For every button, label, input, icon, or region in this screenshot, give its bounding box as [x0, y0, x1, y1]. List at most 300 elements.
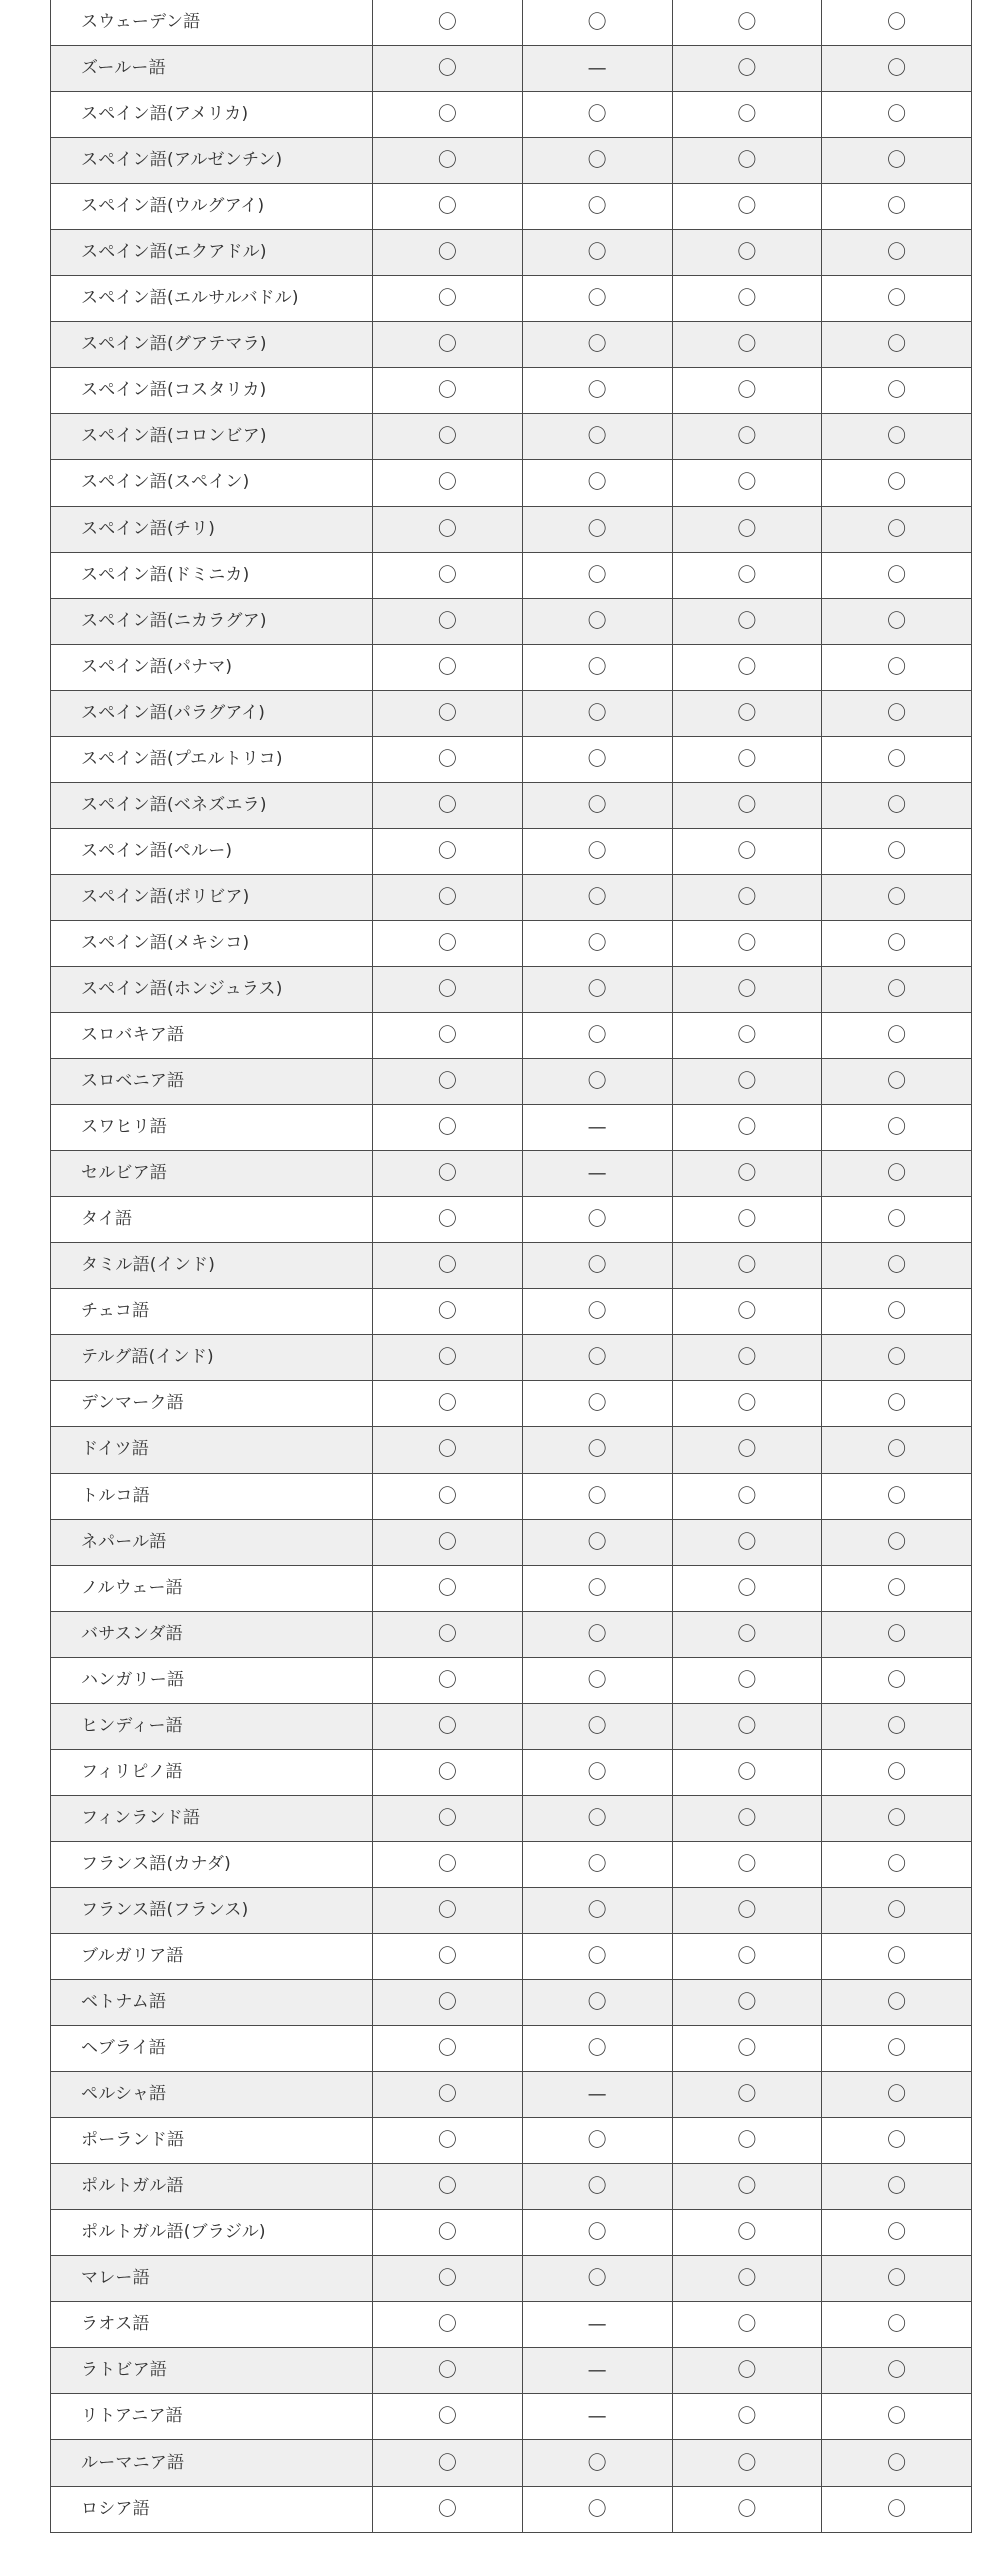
language-name-cell: ハンガリー語: [51, 1657, 373, 1703]
support-mark-cell: 〇: [373, 598, 523, 644]
language-table-body: [51, 0, 972, 2532]
support-mark-cell: 〇: [373, 506, 523, 552]
language-name-cell: スロベニア語: [51, 1059, 373, 1105]
support-mark-cell: 〇: [822, 1887, 972, 1933]
language-name-cell: ベトナム語: [51, 1980, 373, 2026]
support-mark-cell: 〇: [373, 2440, 523, 2486]
support-mark-cell: 〇: [522, 2164, 672, 2210]
support-mark-cell: —: [522, 2394, 672, 2440]
support-mark-cell: 〇: [822, 1611, 972, 1657]
support-mark-cell: 〇: [822, 1795, 972, 1841]
support-mark-cell: 〇: [822, 1059, 972, 1105]
support-mark-cell: 〇: [822, 2256, 972, 2302]
support-mark-cell: 〇: [822, 1243, 972, 1289]
table-row: [51, 1335, 972, 1381]
support-mark-cell: 〇: [672, 2164, 822, 2210]
support-mark-cell: 〇: [373, 1289, 523, 1335]
support-mark-cell: 〇: [373, 92, 523, 138]
table-row: [51, 2302, 972, 2348]
support-mark-cell: 〇: [672, 782, 822, 828]
support-mark-cell: 〇: [672, 2072, 822, 2118]
support-mark-cell: 〇: [522, 1059, 672, 1105]
support-mark-cell: 〇: [373, 2394, 523, 2440]
table-row: [51, 0, 972, 46]
language-name-cell: ドイツ語: [51, 1427, 373, 1473]
support-mark-cell: 〇: [373, 1243, 523, 1289]
table-row: [51, 2348, 972, 2394]
support-mark-cell: 〇: [522, 552, 672, 598]
support-mark-cell: 〇: [373, 414, 523, 460]
language-name-cell: スワヒリ語: [51, 1105, 373, 1151]
support-mark-cell: 〇: [522, 1289, 672, 1335]
language-name-cell: スペイン語(ペルー): [51, 828, 373, 874]
support-mark-cell: 〇: [522, 230, 672, 276]
support-mark-cell: 〇: [373, 920, 523, 966]
table-row: [51, 1013, 972, 1059]
support-mark-cell: 〇: [373, 2164, 523, 2210]
language-name-cell: スペイン語(ボリビア): [51, 874, 373, 920]
support-mark-cell: 〇: [672, 1197, 822, 1243]
support-mark-cell: 〇: [373, 782, 523, 828]
language-name-cell: セルビア語: [51, 1151, 373, 1197]
support-mark-cell: 〇: [373, 874, 523, 920]
support-mark-cell: 〇: [822, 966, 972, 1012]
support-mark-cell: 〇: [373, 1151, 523, 1197]
support-mark-cell: —: [522, 2072, 672, 2118]
support-mark-cell: 〇: [672, 1519, 822, 1565]
support-mark-cell: 〇: [672, 92, 822, 138]
support-mark-cell: 〇: [672, 460, 822, 506]
support-mark-cell: 〇: [822, 2348, 972, 2394]
support-mark-cell: 〇: [822, 1841, 972, 1887]
support-mark-cell: 〇: [373, 2256, 523, 2302]
support-mark-cell: 〇: [522, 1749, 672, 1795]
support-mark-cell: 〇: [522, 2256, 672, 2302]
language-name-cell: スペイン語(アメリカ): [51, 92, 373, 138]
support-mark-cell: 〇: [522, 460, 672, 506]
support-mark-cell: 〇: [822, 2164, 972, 2210]
support-mark-cell: 〇: [672, 920, 822, 966]
support-mark-cell: 〇: [672, 966, 822, 1012]
table-row: [51, 92, 972, 138]
support-mark-cell: 〇: [672, 1980, 822, 2026]
table-row: [51, 230, 972, 276]
support-mark-cell: 〇: [373, 828, 523, 874]
language-name-cell: ブルガリア語: [51, 1933, 373, 1979]
table-row: [51, 1289, 972, 1335]
table-row: [51, 966, 972, 1012]
language-name-cell: ノルウェー語: [51, 1565, 373, 1611]
support-mark-cell: 〇: [822, 552, 972, 598]
language-name-cell: ヒンディー語: [51, 1703, 373, 1749]
table-row: [51, 1243, 972, 1289]
support-mark-cell: 〇: [373, 1013, 523, 1059]
support-mark-cell: 〇: [522, 1013, 672, 1059]
language-name-cell: マレー語: [51, 2256, 373, 2302]
support-mark-cell: 〇: [373, 1197, 523, 1243]
support-mark-cell: 〇: [522, 644, 672, 690]
table-row: [51, 874, 972, 920]
language-name-cell: スペイン語(チリ): [51, 506, 373, 552]
support-mark-cell: 〇: [672, 138, 822, 184]
support-mark-cell: 〇: [822, 2302, 972, 2348]
support-mark-cell: —: [522, 46, 672, 92]
support-mark-cell: 〇: [373, 2486, 523, 2532]
support-mark-cell: 〇: [373, 552, 523, 598]
table-row: [51, 1795, 972, 1841]
support-mark-cell: —: [522, 2348, 672, 2394]
support-mark-cell: 〇: [373, 368, 523, 414]
language-name-cell: スウェーデン語: [51, 0, 373, 46]
support-mark-cell: 〇: [822, 2440, 972, 2486]
support-mark-cell: 〇: [373, 1887, 523, 1933]
support-mark-cell: 〇: [672, 1841, 822, 1887]
support-mark-cell: 〇: [373, 1059, 523, 1105]
support-mark-cell: 〇: [822, 1381, 972, 1427]
table-row: [51, 1611, 972, 1657]
support-mark-cell: 〇: [672, 690, 822, 736]
table-row: [51, 1749, 972, 1795]
language-name-cell: スペイン語(パラグアイ): [51, 690, 373, 736]
language-name-cell: スペイン語(エクアドル): [51, 230, 373, 276]
language-name-cell: スペイン語(ベネズエラ): [51, 782, 373, 828]
table-row: [51, 1657, 972, 1703]
support-mark-cell: 〇: [522, 782, 672, 828]
support-mark-cell: 〇: [822, 2072, 972, 2118]
language-name-cell: スペイン語(ホンジュラス): [51, 966, 373, 1012]
support-mark-cell: 〇: [373, 460, 523, 506]
table-row: [51, 1197, 972, 1243]
support-mark-cell: 〇: [822, 506, 972, 552]
support-mark-cell: 〇: [373, 1980, 523, 2026]
support-mark-cell: 〇: [373, 2302, 523, 2348]
table-row: [51, 1519, 972, 1565]
table-row: [51, 2210, 972, 2256]
support-mark-cell: 〇: [822, 690, 972, 736]
support-mark-cell: 〇: [672, 506, 822, 552]
table-row: [51, 2026, 972, 2072]
support-mark-cell: —: [522, 1105, 672, 1151]
support-mark-cell: 〇: [672, 1289, 822, 1335]
language-name-cell: ポーランド語: [51, 2118, 373, 2164]
support-mark-cell: 〇: [522, 2026, 672, 2072]
language-name-cell: スペイン語(アルゼンチン): [51, 138, 373, 184]
support-mark-cell: 〇: [822, 736, 972, 782]
support-mark-cell: 〇: [822, 1151, 972, 1197]
support-mark-cell: 〇: [672, 1611, 822, 1657]
table-row: [51, 2164, 972, 2210]
table-row: [51, 1381, 972, 1427]
support-mark-cell: 〇: [522, 1197, 672, 1243]
support-mark-cell: 〇: [672, 1105, 822, 1151]
language-name-cell: フィリピノ語: [51, 1749, 373, 1795]
support-mark-cell: 〇: [522, 2118, 672, 2164]
support-mark-cell: 〇: [522, 874, 672, 920]
language-name-cell: ラオス語: [51, 2302, 373, 2348]
support-mark-cell: 〇: [373, 2210, 523, 2256]
support-mark-cell: 〇: [522, 690, 672, 736]
language-name-cell: スペイン語(メキシコ): [51, 920, 373, 966]
language-name-cell: ペルシャ語: [51, 2072, 373, 2118]
support-mark-cell: 〇: [672, 276, 822, 322]
support-mark-cell: 〇: [373, 1519, 523, 1565]
support-mark-cell: 〇: [672, 874, 822, 920]
language-name-cell: タミル語(インド): [51, 1243, 373, 1289]
support-mark-cell: 〇: [672, 2486, 822, 2532]
support-mark-cell: 〇: [822, 1197, 972, 1243]
language-name-cell: テルグ語(インド): [51, 1335, 373, 1381]
support-mark-cell: 〇: [672, 2118, 822, 2164]
table-row: [51, 828, 972, 874]
support-mark-cell: 〇: [522, 138, 672, 184]
support-mark-cell: 〇: [822, 230, 972, 276]
table-row: [51, 138, 972, 184]
table-row: [51, 460, 972, 506]
support-mark-cell: 〇: [522, 368, 672, 414]
language-name-cell: バサスンダ語: [51, 1611, 373, 1657]
support-mark-cell: 〇: [373, 322, 523, 368]
language-name-cell: スペイン語(ウルグアイ): [51, 184, 373, 230]
support-mark-cell: 〇: [672, 644, 822, 690]
support-mark-cell: 〇: [822, 1473, 972, 1519]
support-mark-cell: 〇: [373, 2026, 523, 2072]
table-row: [51, 506, 972, 552]
table-row: [51, 2440, 972, 2486]
support-mark-cell: 〇: [822, 1519, 972, 1565]
support-mark-cell: 〇: [822, 184, 972, 230]
support-mark-cell: 〇: [522, 1703, 672, 1749]
support-mark-cell: 〇: [522, 276, 672, 322]
table-row: [51, 1151, 972, 1197]
support-mark-cell: 〇: [522, 414, 672, 460]
support-mark-cell: 〇: [522, 1473, 672, 1519]
support-mark-cell: 〇: [672, 2256, 822, 2302]
support-mark-cell: 〇: [672, 552, 822, 598]
support-mark-cell: 〇: [373, 2118, 523, 2164]
support-mark-cell: 〇: [373, 1565, 523, 1611]
support-mark-cell: 〇: [822, 2026, 972, 2072]
support-mark-cell: 〇: [672, 1887, 822, 1933]
table-row: [51, 1427, 972, 1473]
support-mark-cell: 〇: [522, 0, 672, 46]
support-mark-cell: 〇: [822, 92, 972, 138]
support-mark-cell: 〇: [373, 966, 523, 1012]
table-row: [51, 184, 972, 230]
language-name-cell: フランス語(カナダ): [51, 1841, 373, 1887]
language-name-cell: リトアニア語: [51, 2394, 373, 2440]
support-mark-cell: 〇: [672, 1151, 822, 1197]
support-mark-cell: 〇: [822, 1335, 972, 1381]
language-name-cell: スペイン語(ドミニカ): [51, 552, 373, 598]
table-row: [51, 322, 972, 368]
support-mark-cell: 〇: [522, 1565, 672, 1611]
language-name-cell: チェコ語: [51, 1289, 373, 1335]
table-row: [51, 1841, 972, 1887]
support-mark-cell: 〇: [373, 690, 523, 736]
support-mark-cell: 〇: [373, 1473, 523, 1519]
support-mark-cell: 〇: [672, 2348, 822, 2394]
support-mark-cell: 〇: [672, 1657, 822, 1703]
support-mark-cell: 〇: [522, 598, 672, 644]
support-mark-cell: 〇: [822, 46, 972, 92]
support-mark-cell: 〇: [822, 1427, 972, 1473]
support-mark-cell: 〇: [822, 2210, 972, 2256]
language-name-cell: ポルトガル語(ブラジル): [51, 2210, 373, 2256]
support-mark-cell: 〇: [822, 644, 972, 690]
support-mark-cell: 〇: [672, 1427, 822, 1473]
support-mark-cell: 〇: [373, 1795, 523, 1841]
table-row: [51, 1059, 972, 1105]
table-row: [51, 276, 972, 322]
support-mark-cell: 〇: [373, 736, 523, 782]
language-name-cell: ラトビア語: [51, 2348, 373, 2394]
table-row: [51, 1105, 972, 1151]
support-mark-cell: 〇: [822, 920, 972, 966]
language-name-cell: ネパール語: [51, 1519, 373, 1565]
support-mark-cell: 〇: [822, 322, 972, 368]
table-row: [51, 2256, 972, 2302]
support-mark-cell: 〇: [522, 1841, 672, 1887]
support-mark-cell: 〇: [672, 322, 822, 368]
support-mark-cell: 〇: [373, 1427, 523, 1473]
support-mark-cell: 〇: [672, 1013, 822, 1059]
support-mark-cell: 〇: [672, 598, 822, 644]
support-mark-cell: 〇: [672, 414, 822, 460]
support-mark-cell: 〇: [522, 92, 672, 138]
support-mark-cell: 〇: [672, 2302, 822, 2348]
support-mark-cell: 〇: [672, 368, 822, 414]
language-name-cell: ヘブライ語: [51, 2026, 373, 2072]
support-mark-cell: 〇: [522, 2486, 672, 2532]
support-mark-cell: 〇: [672, 1933, 822, 1979]
table-row: [51, 690, 972, 736]
support-mark-cell: 〇: [672, 1795, 822, 1841]
support-mark-cell: 〇: [672, 1335, 822, 1381]
table-row: [51, 2072, 972, 2118]
support-mark-cell: 〇: [522, 184, 672, 230]
language-name-cell: ポルトガル語: [51, 2164, 373, 2210]
support-mark-cell: 〇: [672, 184, 822, 230]
language-name-cell: ルーマニア語: [51, 2440, 373, 2486]
support-mark-cell: 〇: [373, 1611, 523, 1657]
support-mark-cell: 〇: [822, 2394, 972, 2440]
support-mark-cell: 〇: [522, 1427, 672, 1473]
table-row: [51, 1980, 972, 2026]
support-mark-cell: 〇: [373, 1657, 523, 1703]
support-mark-cell: 〇: [672, 230, 822, 276]
support-mark-cell: 〇: [672, 1565, 822, 1611]
support-mark-cell: 〇: [822, 782, 972, 828]
table-row: [51, 1473, 972, 1519]
support-mark-cell: 〇: [672, 1703, 822, 1749]
language-name-cell: スロバキア語: [51, 1013, 373, 1059]
support-mark-cell: 〇: [522, 1243, 672, 1289]
support-mark-cell: 〇: [822, 1105, 972, 1151]
table-row: [51, 1933, 972, 1979]
support-mark-cell: 〇: [522, 736, 672, 782]
table-row: [51, 1887, 972, 1933]
language-name-cell: スペイン語(スペイン): [51, 460, 373, 506]
support-mark-cell: 〇: [672, 2210, 822, 2256]
support-mark-cell: 〇: [822, 1749, 972, 1795]
support-mark-cell: 〇: [522, 966, 672, 1012]
language-name-cell: スペイン語(パナマ): [51, 644, 373, 690]
support-mark-cell: 〇: [373, 644, 523, 690]
support-mark-cell: 〇: [373, 1335, 523, 1381]
support-mark-cell: 〇: [522, 1887, 672, 1933]
support-mark-cell: 〇: [822, 1657, 972, 1703]
support-mark-cell: 〇: [822, 2118, 972, 2164]
support-mark-cell: 〇: [822, 414, 972, 460]
support-mark-cell: 〇: [822, 1565, 972, 1611]
table-row: [51, 46, 972, 92]
support-mark-cell: 〇: [522, 1795, 672, 1841]
support-mark-cell: 〇: [822, 598, 972, 644]
support-mark-cell: 〇: [373, 1749, 523, 1795]
support-mark-cell: 〇: [672, 2026, 822, 2072]
support-mark-cell: 〇: [373, 1381, 523, 1427]
support-mark-cell: 〇: [522, 2210, 672, 2256]
support-mark-cell: 〇: [672, 1381, 822, 1427]
support-mark-cell: —: [522, 2302, 672, 2348]
support-mark-cell: 〇: [522, 1381, 672, 1427]
language-name-cell: デンマーク語: [51, 1381, 373, 1427]
support-mark-cell: 〇: [522, 1335, 672, 1381]
support-mark-cell: 〇: [522, 828, 672, 874]
support-mark-cell: 〇: [822, 1933, 972, 1979]
support-mark-cell: 〇: [672, 2440, 822, 2486]
support-mark-cell: 〇: [672, 1243, 822, 1289]
table-row: [51, 2486, 972, 2532]
support-mark-cell: 〇: [822, 828, 972, 874]
support-mark-cell: 〇: [672, 1473, 822, 1519]
support-mark-cell: 〇: [373, 230, 523, 276]
support-mark-cell: 〇: [822, 276, 972, 322]
support-mark-cell: 〇: [822, 2486, 972, 2532]
table-row: [51, 782, 972, 828]
language-name-cell: スペイン語(エルサルバドル): [51, 276, 373, 322]
support-mark-cell: 〇: [672, 46, 822, 92]
support-mark-cell: 〇: [822, 874, 972, 920]
support-mark-cell: 〇: [822, 1289, 972, 1335]
support-mark-cell: 〇: [522, 1611, 672, 1657]
support-mark-cell: 〇: [822, 0, 972, 46]
support-mark-cell: 〇: [522, 920, 672, 966]
support-mark-cell: 〇: [672, 1749, 822, 1795]
language-name-cell: トルコ語: [51, 1473, 373, 1519]
language-support-table: [50, 0, 972, 2533]
support-mark-cell: 〇: [373, 2348, 523, 2394]
language-name-cell: フィンランド語: [51, 1795, 373, 1841]
support-mark-cell: 〇: [522, 506, 672, 552]
support-mark-cell: 〇: [373, 138, 523, 184]
table-row: [51, 552, 972, 598]
support-mark-cell: 〇: [672, 2394, 822, 2440]
language-name-cell: スペイン語(グアテマラ): [51, 322, 373, 368]
support-mark-cell: 〇: [822, 368, 972, 414]
table-row: [51, 2118, 972, 2164]
table-row: [51, 1703, 972, 1749]
language-name-cell: フランス語(フランス): [51, 1887, 373, 1933]
support-mark-cell: 〇: [373, 184, 523, 230]
table-row: [51, 414, 972, 460]
support-mark-cell: —: [522, 1151, 672, 1197]
language-name-cell: ロシア語: [51, 2486, 373, 2532]
support-mark-cell: 〇: [373, 276, 523, 322]
support-mark-cell: 〇: [522, 1980, 672, 2026]
table-row: [51, 644, 972, 690]
support-mark-cell: 〇: [822, 1703, 972, 1749]
